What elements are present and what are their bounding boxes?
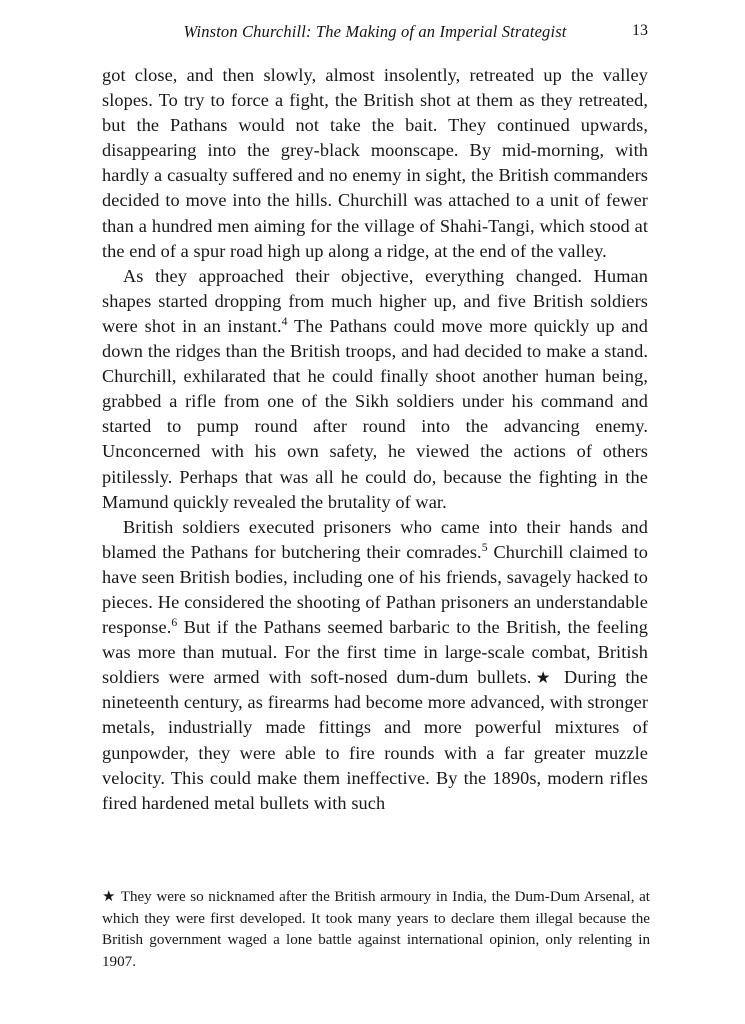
paragraph-3-segment-text-4: During the nineteenth century, as firearms had become more advanced, with stronger metals, industrially made fittings and more powerful mixtures of gunpowder, they were able to fire rounds with a far greater muzzle velocity. This could make them ineffective. By the 1890s, modern rifles fired hardened metal bullets with such [102,667,648,813]
footnote-block [102,887,650,973]
paragraph-3-segment-text-2: Churchill claimed to have seen British bodies, including one of his friends, savagely hacked to pieces. He considered the shooting of Pathan prisoners an understandable response. [102,541,648,638]
paragraph-2-segment-text: As they approached their objective, everything changed. Human shapes started dropping from much higher up, and five British soldiers were shot in an instant. [102,265,648,336]
paragraph-2 [102,264,648,515]
paragraph-3 [102,515,648,816]
footnote-entry [102,887,650,973]
asterisk-footnote-ref[interactable]: ★ [531,668,556,688]
running-head [102,22,648,42]
page-number: 13 [632,22,648,39]
footnote-ref-6[interactable]: 6 [171,615,178,629]
running-head-title: Winston Churchill: The Making of an Imperial Strategist [183,22,567,41]
footnote-ref-4[interactable]: 4 [281,314,288,328]
paragraph-3-segment-text: British soldiers executed prisoners who came into their hands and blamed the Pathans for butchering their comrades. [102,516,648,562]
paragraph-3-segment-text-3: But if the Pathans seemed barbaric to the British, the feeling was more than mutual. For the first time in large-scale combat, British soldiers were armed with soft-nosed dum-dum bullets. [102,617,648,688]
paragraph-1: got close, and then slowly, almost insolently, retreated up the valley slopes. To try to force a fight, the British shot at them as they retreated, but the Pathans would not take the bait. They continued upwards, disappearing into the grey-black moonscape. By mid-morning, with hardly a casualty suffered and no enemy in sight, the British commanders decided to move into the hills. Churchill was attached to a unit of fewer than a hundred men aiming for the village of Shahi-Tangi, which stood at the end of a spur road high up along a ridge, at the end of the valley. [102,65,648,261]
footnote-ref-5[interactable]: 5 [481,540,488,554]
footnote-body-text: They were so nicknamed after the British armoury in India, the Dum-Dum Arsenal, at which they were first developed. It took many years to declare them illegal because the British government waged a lone battle against international opinion, only relenting in 1907. [102,889,650,970]
paragraph-2-segment-text-2: The Pathans could move more quickly up and down the ridges than the British troops, and had decided to make a stand. Churchill, exhilarated that he could finally shoot another human being, grabbed a rifle from one of the Sikh soldiers under his command and started to pump round after round into the advancing enemy. Unconcerned with his own safety, he viewed the actions of others pitilessly. Perhaps that was all he could do, because the fighting in the Mamund quickly revealed the brutality of war. [102,315,649,512]
footnote-marker-asterisk: ★ [102,889,117,905]
body-text-block [102,63,648,816]
